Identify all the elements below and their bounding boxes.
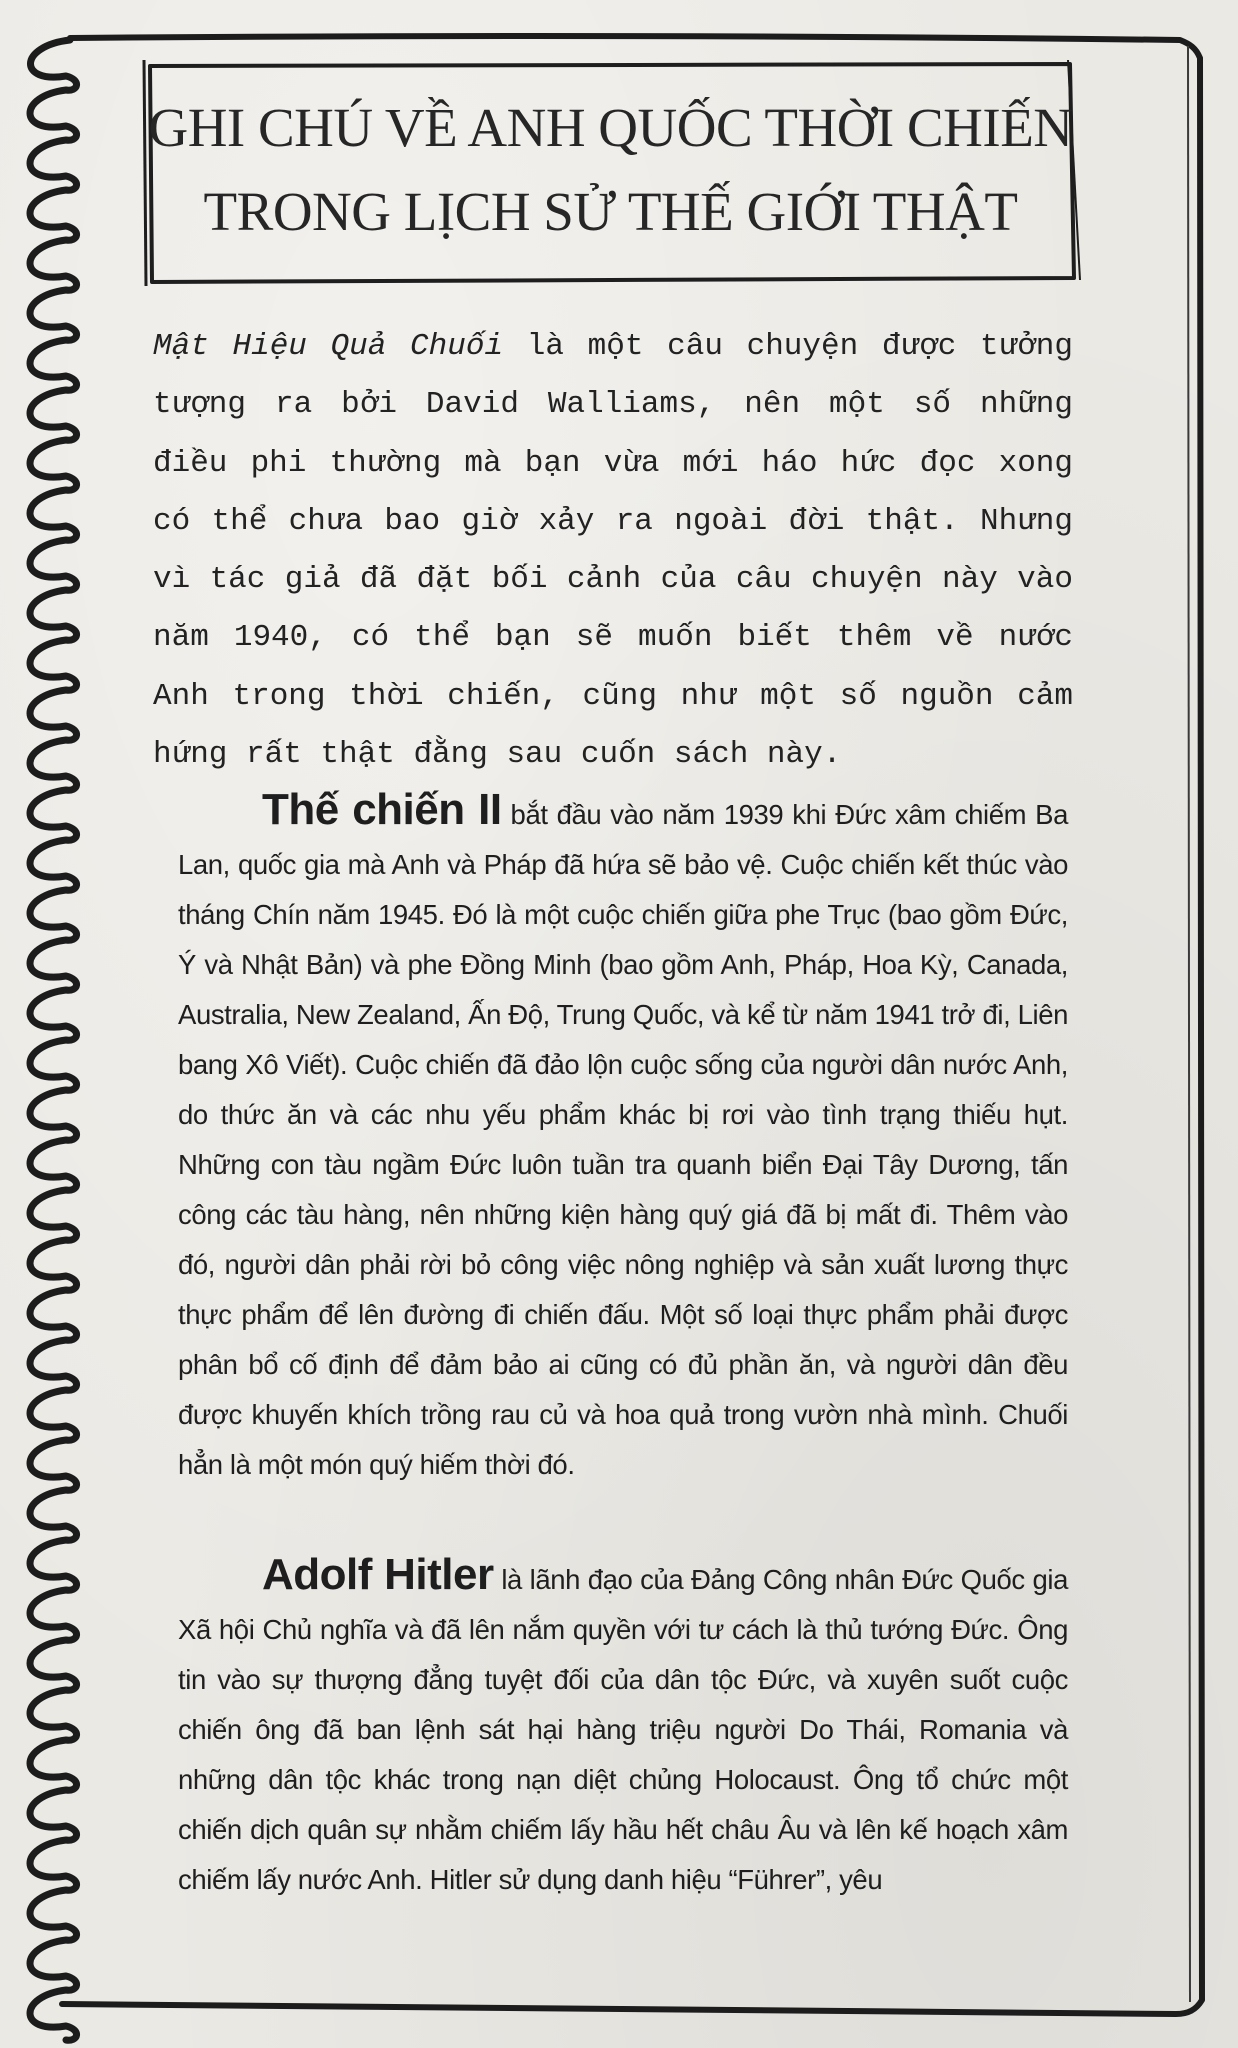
section-heading: Adolf Hitler bbox=[262, 1550, 494, 1599]
section-body: là lãnh đạo của Đảng Công nhân Đức Quốc gia Xã hội Chủ nghĩa và đã lên nắm quyền với tư cách là thủ tướng Đức. Ông tin vào sự thượng đẳng tuyệt đối của dân tộc Đức, và xuyên suốt cuộc chiến ông đã ban lệnh sát hại hàng triệu người Do Thái, Romania và những dân tộc khác trong nạn diệt chủng Holocaust. Ông tổ chức một chiến dịch quân sự nhằm chiếm lấy hầu hết châu Âu và lên kế hoạch xâm chiếm lấy nước Anh. Hitler sử dụng danh hiệu “Führer”, yêu bbox=[178, 1564, 1068, 1895]
book-title: Mật Hiệu Quả Chuối bbox=[153, 329, 504, 364]
title-line-1: GHI CHÚ VỀ ANH QUỐC THỜI CHIẾN bbox=[148, 97, 1073, 158]
title-box bbox=[148, 62, 1073, 278]
wavy-left-edge bbox=[30, 40, 77, 2040]
section-body: bắt đầu vào năm 1939 khi Đức xâm chiếm Ba Lan, quốc gia mà Anh và Pháp đã hứa sẽ bảo vệ. Cuộc chiến kết thúc vào tháng Chín năm 1945. Đó là một cuộc chiến giữa phe Trục (bao gồm Đức, Ý và Nhật Bản) và phe Đồng Minh (bao gồm Anh, Pháp, Hoa Kỳ, Canada, Australia, New Zealand, Ấn Độ, Trung Quốc, và kể từ năm 1941 trở đi, Liên bang Xô Viết). Cuộc chiến đã đảo lộn cuộc sống của người dân nước Anh, do thức ăn và các nhu yếu phẩm khác bị rơi vào tình trạng thiếu hụt. Những con tàu ngầm Đức luôn tuần tra quanh biển Đại Tây Dương, tấn công các tàu hàng, nên những kiện hàng quý giá đã bị mất đi. Thêm vào đó, người dân phải rời bỏ công việc nông nghiệp và sản xuất lương thực thực phẩm để lên đường đi chiến đấu. Một số loại thực phẩm phải được phân bổ cố định để đảm bảo ai cũng có đủ phần ăn, và người dân đều được khuyến khích trồng rau củ và hoa quả trong vườn nhà mình. Chuối hẳn là một món quý hiếm thời đó. bbox=[178, 799, 1068, 1480]
intro-text: là một câu chuyện được tưởng tượng ra bởi David Walliams, nên một số những điều phi thường mà bạn vừa mới háo hức đọc xong có thể chưa bao giờ xảy ra ngoài đời thật. Nhưng vì tác giả đã đặt bối cảnh của câu chuyện này vào năm 1940, có thể bạn sẽ muốn biết thêm về nước Anh trong thời chiến, cũng như một số nguồn cảm hứng rất thật đằng sau cuốn sách này. bbox=[153, 329, 1073, 773]
intro-paragraph bbox=[153, 318, 1073, 784]
section-heading: Thế chiến II bbox=[262, 785, 502, 834]
section-world-war-ii bbox=[178, 785, 1068, 1490]
section-adolf-hitler bbox=[178, 1550, 1068, 1905]
title-line-2: TRONG LỊCH SỬ THẾ GIỚI THẬT bbox=[203, 181, 1018, 242]
